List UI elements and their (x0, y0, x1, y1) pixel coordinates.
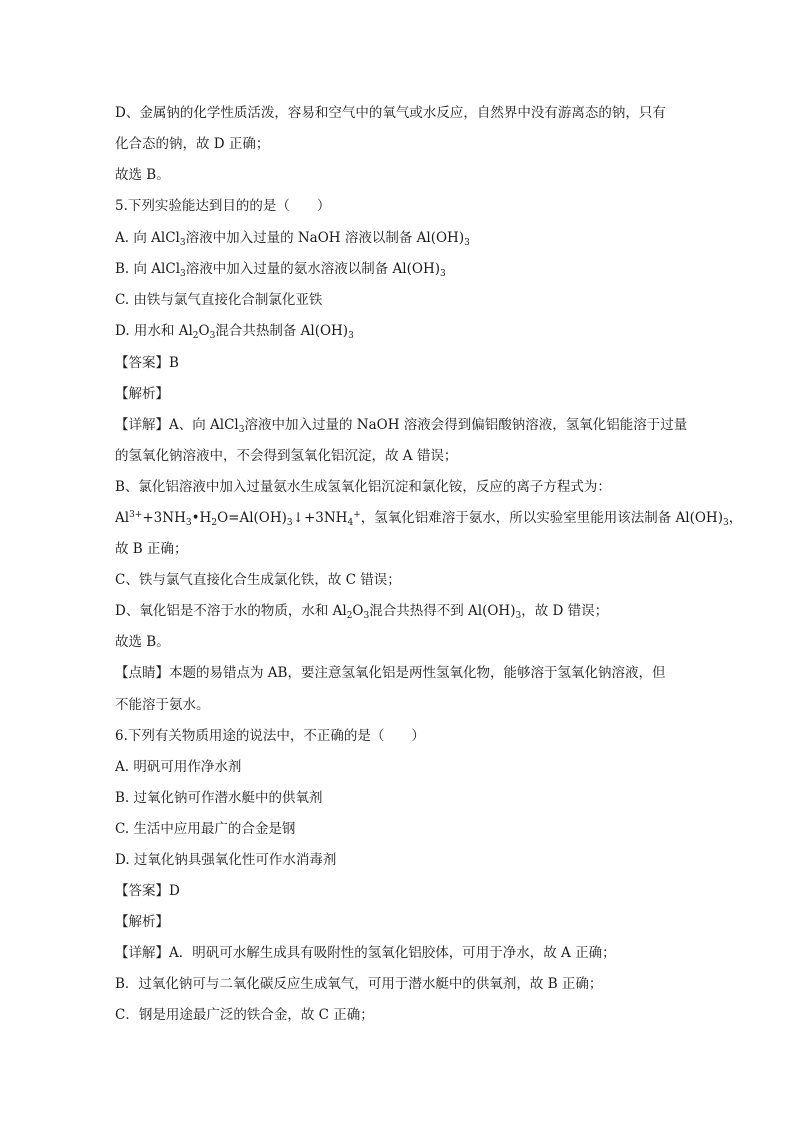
q5-answer: 【答案】B (115, 355, 179, 371)
q5-question: 5.下列实验能达到目的的是（ ） (115, 198, 331, 214)
q6-detail-line1: 【详解】A．明矾可水解生成具有吸附性的氢氧化铝胶体，可用于净水，故 A 正确； (115, 945, 616, 961)
q6-option-a: A. 明矾可用作净水剂 (115, 759, 242, 775)
q5-detail-line7: D、氧化铝是不溶于水的物质，水和 $Al_2O_3$混合共热得不到 $Al(OH)_3$，故 D 错误； (115, 603, 609, 621)
q5-detail-line1: 【详解】A、向 AlCl$_3$溶液中加入过量的 NaOH 溶液会得到偏铝酸钠溶液，氢氧化铝能溶于过量 (115, 417, 688, 435)
q5-detail-line2: 的氢氧化钠溶液中，不会得到氢氧化铝沉淀，故 A 错误； (115, 448, 458, 464)
q6-answer: 【答案】D (115, 883, 180, 899)
q5-tip-line1: 【点睛】本题的易错点为 AB，要注意氢氧化铝是两性氢氧化物，能够溶于氢氧化钠溶液，但 (115, 665, 666, 681)
q4-option-d-line2: 化合态的钠，故 D 正确； (115, 136, 270, 152)
q6-option-c: C. 生活中应用最广的合金是钢 (115, 821, 296, 837)
q6-detail-line2: B．过氧化钠可与二氧化碳反应生成氧气，可用于潜水艇中的供氧剂，故 B 正确； (115, 976, 603, 992)
q5-conclusion: 故选 B。 (115, 634, 170, 650)
q6-analysis-heading: 【解析】 (115, 914, 169, 930)
q5-option-d: D. 用水和 $Al_2O_3$混合共热制备 $Al(OH)_3$ (115, 323, 354, 341)
q5-analysis-heading: 【解析】 (115, 386, 169, 402)
q5-option-c: C. 由铁与氯气直接化合制氯化亚铁 (115, 292, 323, 308)
q5-detail-line3: B、氯化铝溶液中加入过量氨水生成氢氧化铝沉淀和氯化铵，反应的离子方程式为： (115, 479, 611, 495)
q4-option-d-line1: D、金属钠的化学性质活泼，容易和空气中的氧气或水反应，自然界中没有游离态的钠，只有 (115, 105, 666, 121)
q5-detail-line4: $Al^{3+}+3NH_3•H_2O=Al(OH)_3↓+3NH_4^+$，氢氧化铝难溶于氨水，所以实验室里能用该法制备 $Al(OH)_3$， (115, 510, 743, 528)
q5-detail-line5: 故 B 正确； (115, 541, 188, 557)
q6-detail-line3: C．钢是用途最广泛的铁合金，故 C 正确； (115, 1007, 374, 1023)
q5-tip-line2: 不能溶于氨水。 (115, 697, 210, 713)
q4-conclusion: 故选 B。 (115, 167, 170, 183)
q5-option-b: B. 向 AlCl$_3$溶液中加入过量的氨水溶液以制备 $Al(OH)_3$ (115, 261, 446, 279)
q6-question: 6.下列有关物质用途的说法中，不正确的是（ ） (115, 728, 425, 744)
q5-option-a: A. 向 AlCl$_3$溶液中加入过量的 NaOH 溶液以制备 $Al(OH)_3$ (115, 230, 470, 248)
q6-option-b: B. 过氧化钠可作潜水艇中的供氧剂 (115, 790, 323, 806)
q5-detail-line6: C、铁与氯气直接化合生成氯化铁，故 C 错误； (115, 572, 401, 588)
q6-option-d: D. 过氧化钠具强氧化性可作水消毒剂 (115, 852, 337, 868)
